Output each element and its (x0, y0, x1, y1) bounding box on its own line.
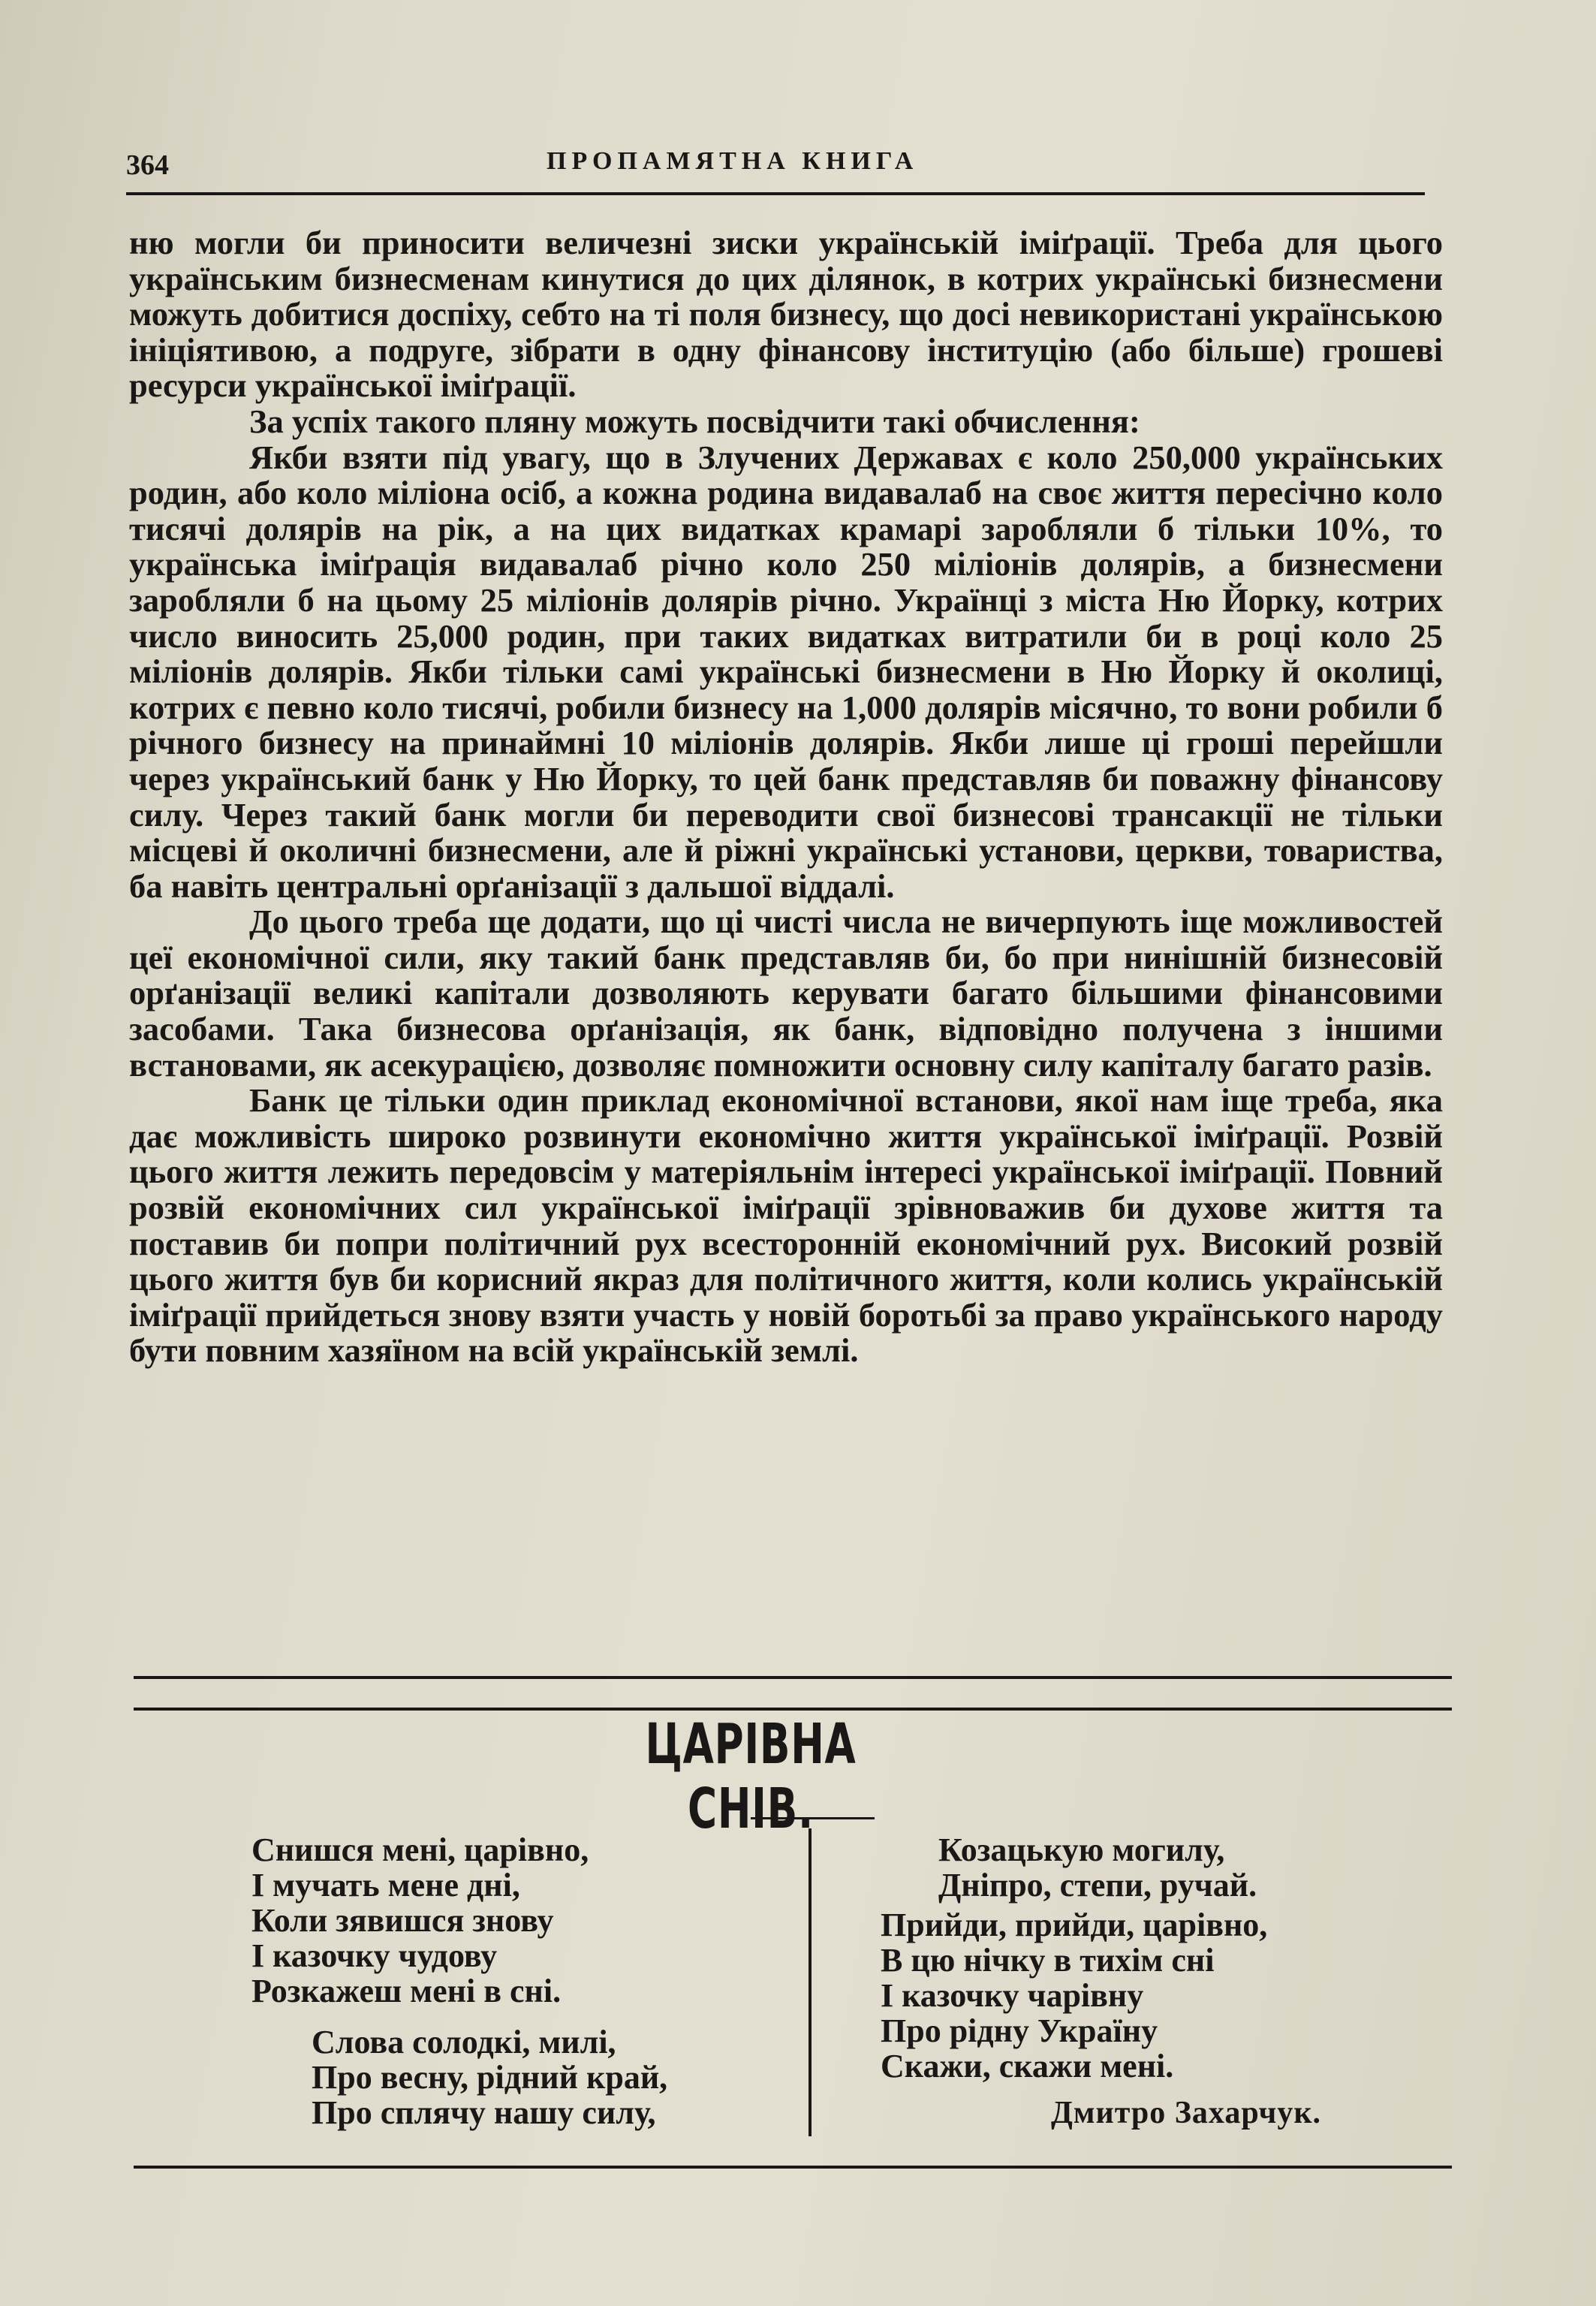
poem-line: Снишся мені, царівно, (251, 1831, 589, 1868)
running-title: ПРОПАМЯТНА КНИГА (547, 147, 919, 175)
poem-line: Дніпро, степи, ручай. (938, 1867, 1257, 1904)
poem-author: Дмитро Захарчук. (1051, 2096, 1322, 2130)
page-number: 364 (126, 149, 169, 181)
poem-line: Про рідну Україну (881, 2012, 1158, 2049)
poem-line: І мучать мене дні, (251, 1867, 520, 1904)
paragraph: ню могли би приносити величезні зиски українській іміґрації. Треба для цього українським бизнесменам кинутися до цих ділянок, в котрих українські бизнесмени можуть добитися доспіху, себто на ті поля бизнесу, що досі невикористані українською ініціятивою, а подруге, зібрати в одну фінансову інституцію (або більше) грошеві ресурси української іміґрації. (129, 224, 1443, 405)
poem-line: В цю нічку в тихім сні (881, 1942, 1215, 1979)
poem-title: ЦАРІВНА СНІВ. (645, 1712, 857, 1841)
poem-left-stanza-2 (312, 2024, 667, 2130)
poem-line: Козацькую могилу, (938, 1831, 1225, 1868)
article-body (129, 225, 1443, 1369)
poem-right-stanza-2 (881, 1907, 1267, 2084)
paragraph: Банк це тільки один приклад економічної встанови, якої нам іще треба, яка дає можливість широко розвинути економічно життя української іміґрації. Розвій цього життя лежить передовсім у матеріяльнім інтересі української іміґрації. Повний розвій економічних сил української іміґрації зрівноважив би духове життя та поставив би попри політичний рух всесторонній економічний рух. Високий розвій цього життя був би корисний якраз для політичного життя, коли колись українській іміґрації прийдеться знову взяти участь у новій боротьбі за право українського народу бути повним хазяїном на всій українській землі. (129, 1081, 1443, 1370)
paragraph: До цього треба ще додати, що ці чисті числа не вичерпують іще можливостей цеї економічної сили, яку такий банк представляв би, бо при нинішній бизнесовій орґанізації великі капітали дозволяють керувати багато більшими фінансовими засобами. Така бизнесова орґанізація, як банк, відповідно получена з іншими встановами, як асекурацією, дозволяє помножити основну силу капіталу багато разів. (129, 903, 1443, 1084)
poem-title-underline (751, 1817, 875, 1819)
page-header (126, 143, 1425, 195)
poem-line: Про весну, рідний край, (312, 2059, 668, 2096)
poem-line: Про сплячу нашу силу, (312, 2094, 656, 2131)
poem-left-stanza-1 (251, 1832, 589, 2009)
paragraph: За успіх такого пляну можуть посвідчити такі обчислення: (249, 402, 1140, 440)
poem-line: Розкажеш мені в сні. (251, 1973, 562, 2009)
poem-line: Слова солодкі, милі, (312, 2024, 616, 2060)
page-bottom-rule (134, 2166, 1452, 2169)
poem-right-stanza-1 (938, 1832, 1257, 1903)
poem-line: Коли зявишся знову (251, 1902, 554, 1939)
section-divider-bottom (134, 1708, 1452, 1711)
poem-line: І казочку чудову (251, 1937, 498, 1974)
section-divider-top (134, 1676, 1452, 1679)
poem-column-divider (809, 1828, 812, 2136)
poem-line: Прийди, прийди, царівно, (881, 1907, 1268, 1943)
poem-line: Скажи, скажи мені. (881, 2048, 1174, 2084)
poem-line: І казочку чарівну (881, 1977, 1144, 2014)
paragraph: Якби взяти під увагу, що в Злучених Державах є коло 250,000 українських родин, або коло міліона осіб, а кожна родина видавалаб на своє життя пересічно коло тисячі долярів на рік, а на цих видатках крамарі заробляли б тільки 10%, то українська іміґрація видавалаб річно коло 250 міліонів долярів, а бизнесмени заробляли б на цьому 25 міліонів долярів річно. Українці з міста Ню Йорку, котрих число виносить 25,000 родин, при таких видатках витратили би в році коло 25 міліонів долярів. Якби тільки самі українські бизнесмени в Ню Йорку й околиці, котрих є певно коло тисячі, робили бизнесу на 1,000 долярів місячно, то вони робили б річного бизнесу на принаймні 10 міліонів долярів. Якби лише ці гроші перейшли через український банк у Ню Йорку, то цей банк представляв би поважну фінансову силу. Через такий банк могли би переводити свої бизнесові трансакції не тільки місцеві й околичні бизнесмени, але й ріжні українські установи, церкви, товариства, ба навіть центральні орґанізації з дальшої віддалі. (129, 438, 1443, 905)
